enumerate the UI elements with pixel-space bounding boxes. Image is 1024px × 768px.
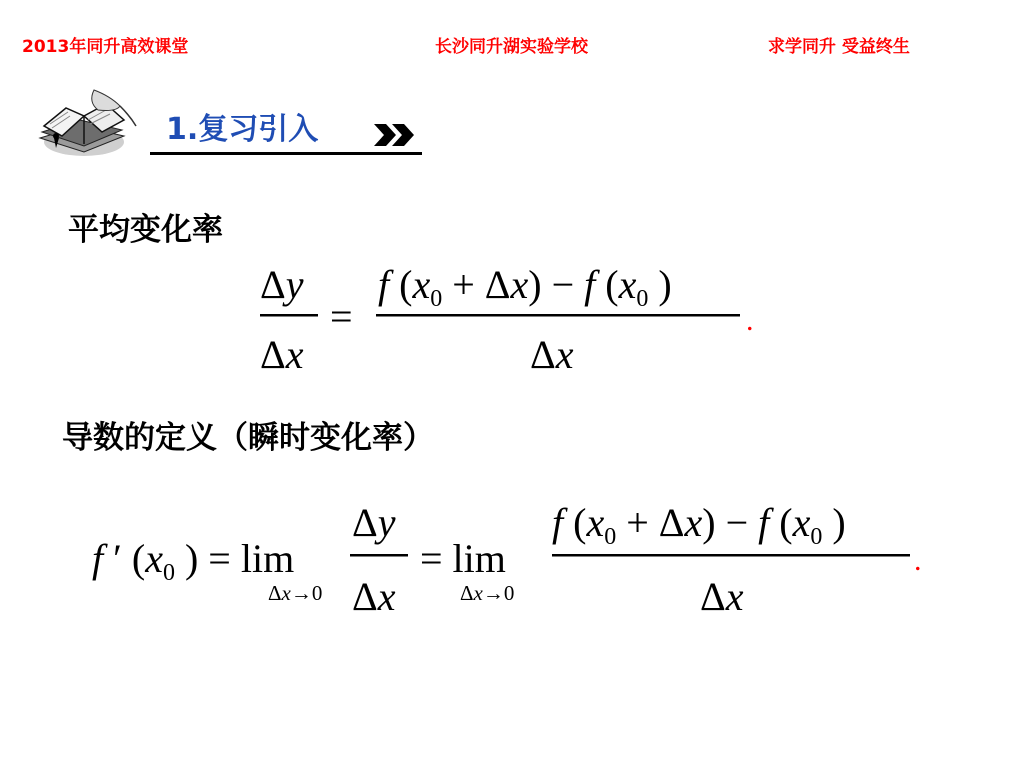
average-rate-label: 平均变化率 xyxy=(68,212,223,248)
svg-text:f (x0 + Δx) − f (x0 ): f $(x_0 + \Delta x) - f$ ($x_0$ ) xyxy=(552,500,846,550)
svg-text:Δx: Δx xyxy=(260,332,304,377)
svg-text:Δx: Δx xyxy=(700,574,744,619)
svg-text:.: . xyxy=(914,544,922,577)
svg-text:Δx→0: Δx→0 xyxy=(460,581,515,605)
svg-text:.: . xyxy=(746,304,754,337)
derivative-definition-label: 导数的定义（瞬时变化率） xyxy=(62,420,434,456)
section-title: 1.复习引入 xyxy=(166,112,319,147)
derivative-formula xyxy=(92,500,922,619)
svg-text:f ′ (x0 ) = lim: f ′ ($x_0$ ) = lim xyxy=(92,536,295,586)
svg-text:Δx: Δx xyxy=(352,574,396,619)
svg-text:Δx→0: Δx→0 xyxy=(268,581,323,605)
svg-text:Δy: Δy xyxy=(352,500,396,545)
average-rate-formula xyxy=(260,262,754,377)
header-left-text: 2013年同升高效课堂 xyxy=(22,37,189,57)
svg-text:Δx: Δx xyxy=(530,332,574,377)
svg-text:Δy: Δy xyxy=(260,262,304,307)
svg-text:f (x0 + Δx) − f (x0 ): f $(x_0 + \Delta x) - f$ ($x_0$ ) xyxy=(378,262,672,312)
svg-text:=: = xyxy=(330,294,353,339)
svg-text:= lim: = lim xyxy=(420,536,506,581)
header-motto: 求学同升 受益终生 xyxy=(768,37,910,57)
header-school-name: 长沙同升湖实验学校 xyxy=(435,37,588,57)
